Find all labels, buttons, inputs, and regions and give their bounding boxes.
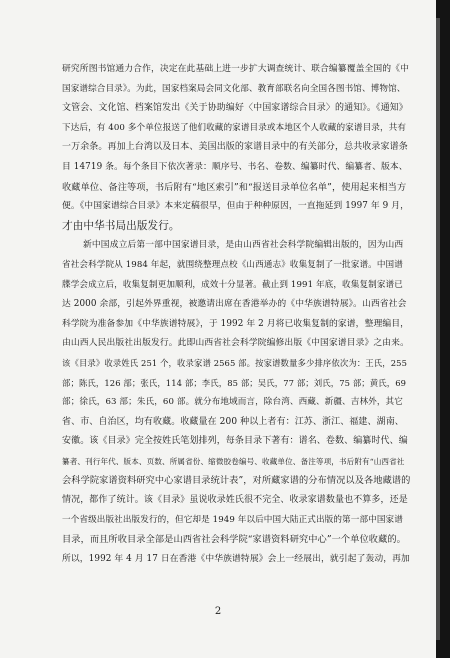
text-line: 省社会科学院从 1984 年起，就围绕整理点校《山西通志》收集复制了一批家谱。中国谱 [62,259,403,270]
text-line: 目录，而且所收目录全部是山西省社会科学院“家谱资料研究中心”一个单位收藏的。 [62,534,406,546]
paragraph-1 [62,60,410,236]
text-line: 下达后，有 400 多个单位报送了他们收藏的家谱目录或本地区个人收藏的家谱目录，共有 [62,122,407,133]
text-line: 会科学院家谱资料研究中心家谱目录统计表”，对所藏家谱的分布情况以及各地藏谱的 [62,475,411,487]
text-line: 纂者、刊行年代、版本、页数、所属省份、缩微胶卷编号、收藏单位、备注等项，书后附有“山西省社 [62,456,405,466]
text-line: 部；徐氏，63 部；朱氏，60 部。就分布地域而言，除台湾、西藏、新疆、吉林外，其它 [62,397,403,408]
body-text [62,60,410,569]
text-line: 部；陈氏，126 部；张氏，114 部；李氏，85 部；吴氏，77 部；刘氏，75 部；黄氏，69 [62,377,407,388]
scan-edge-strip [436,18,440,640]
text-line: 才由中华书局出版发行。 [62,219,180,232]
text-line: 一万余条。再加上台湾以及日本、美国出版的家谱目录中的有关部分，总共收录家谱条 [62,142,408,153]
text-line: 新中国成立后第一部中国家谱目录，是由山西省社会科学院编辑出版的，因为山西 [83,240,404,251]
text-line: 达 2000 余部，引起外界重视，被邀请出席在香港举办的《中华族谱特展》。山西省社会 [62,299,407,310]
text-line: 牒学会成立后，收集复制更加顺利，成效十分显著。截止到 1991 年底，收集复制家谱已 [62,279,403,290]
text-line: 便。《中国家谱综合目录》本来定稿很早，但由于种种原因，一直拖延到 1997 年 9 月， [62,201,410,212]
text-line: 收藏单位、备注等项，书后附有“地区索引”和“报送目录单位名单”，使用起来相当方 [62,181,407,193]
text-line: 情况，都作了统计。该《目录》虽说收录姓氏很不完全、收录家谱数量也不算多，还是 [62,495,408,506]
paragraph-2 [62,236,410,569]
text-line: 该《目录》收录姓氏 251 个，收录家谱 2565 部。按家谱数量多少排序依次为：王氏，255 [62,357,408,368]
text-line: 由山西人民出版社出版发行。此即山西省社会科学院编修出版《中国家谱目录》之由来。 [62,338,409,349]
page-number: 2 [214,606,222,617]
text-line: 国家谱综合目录》。为此，国家档案局会同文化部、教育部联名向全国各图书馆、博物馆、 [62,83,406,94]
text-line: 所以，1992 年 4 月 17 日在香港《中华族谱特展》会上一经展出，就引起了轰动，再加 [62,553,410,564]
text-line: 安徽。该《目录》完全按姓氏笔划排列，每条目录下著有：谱名、卷数、编纂时代、编 [62,436,408,447]
text-line: 目 14719 条。每个条目下依次著录：顺序号、书名、卷数、编纂时代、编纂者、版本、 [62,161,408,172]
text-line: 省、市、自治区，均有收藏。收藏量在 200 种以上者有：江苏、浙江、福建、湖南、 [62,416,404,427]
text-line: 研究所图书馆通力合作，决定在此基础上进一步扩大调查统计、联合编纂覆盖全国的《中 [62,64,409,74]
text-line: 科学院为准备参加《中华族谱特展》，于 1992 年 2 月将已收集复制的家谱，整理编目， [62,318,410,329]
text-line: 文管会、文化馆、档案馆发出《关于协助编好〈中国家谱综合目录〉的通知》。《通知》 [62,103,408,114]
text-line: 一个省级出版社出版发行的，但它却是 1949 年以后中国大陆正式出版的第一部中国家谱 [62,514,403,525]
